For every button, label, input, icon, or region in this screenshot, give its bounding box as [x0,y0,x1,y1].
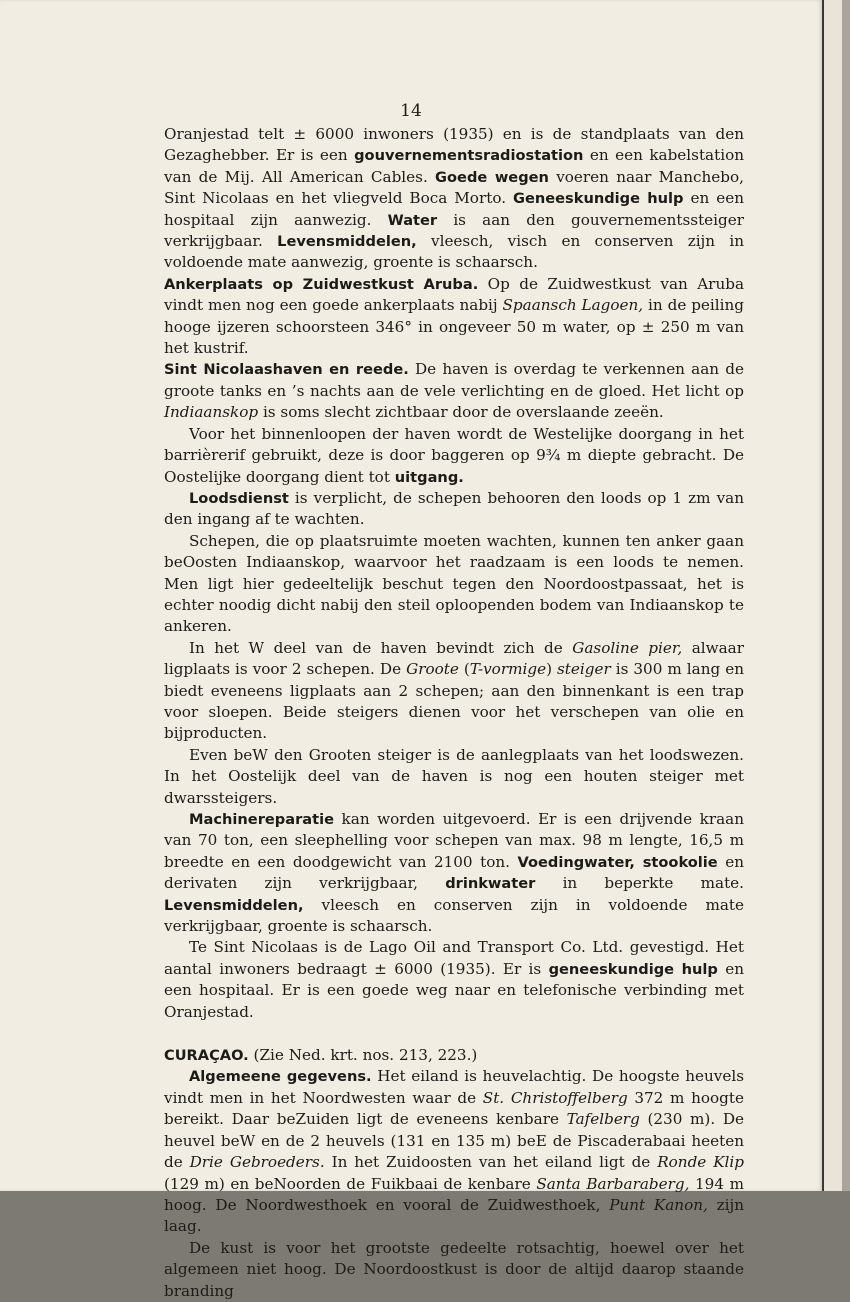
page-number: 14 [400,101,422,121]
paragraph [164,937,744,1023]
italic-term: Drie Gebroeders. [189,1153,325,1172]
text-run: De kust is voor het grootste gedeelte rotsachtig, hoewel over het algemeen niet hoog. De Noordoostkust is door de altijd daarop staande branding [164,1238,744,1300]
italic-term: T-vormige [469,660,547,679]
paragraph [164,531,744,638]
text-run: alwaar ligplaats is voor 2 schepen. De [164,638,744,679]
italic-term: Santa Barbaraberg, [536,1174,690,1193]
text-run: voeren naar Manchebo, Sint Nicolaas en het vliegveld Boca Morto. [164,167,744,208]
text-run: ) [546,660,557,679]
paragraph [164,1045,744,1066]
text-run: en een kabelstation van de Mij. All American Cables. [164,146,744,186]
paragraph [164,745,744,809]
text-run: in beperkte mate. [535,874,744,893]
paragraph [164,1066,744,1237]
text-run: vleesch, visch en conserven zijn in voldoende mate aanwezig, groente is schaarsch. [164,232,744,272]
bold-term: Levensmiddelen, [164,896,304,914]
paragraph [164,124,744,274]
bold-term: Levensmiddelen, [277,233,417,251]
italic-term: Spaansch Lagoen, [502,296,644,315]
paragraph [164,274,744,360]
bold-term: Ankerplaats op Zuidwestkust Aruba. [164,275,479,293]
italic-term: Ronde Klip [657,1153,744,1172]
text-run: Oranjestad telt ± 6000 inwoners (1935) en is de standplaats van den Gezaghebber. Er is een [164,125,744,165]
text-run: Voor het binnenloopen der haven wordt de Westelijke doorgang in het barrièrerif gebruikt, deze is door baggeren op 9¾ m diepte gebracht. De Oostelijke doorgang dient tot [164,424,744,486]
text-run: De haven is overdag te verkennen aan de groote tanks en ’s nachts aan de vele verlichting en de gloed. Het licht op [164,360,744,400]
bold-term: Water [387,211,438,229]
italic-term: St. Christoffelberg [482,1088,628,1107]
text-run: (129 m) en beNoorden de Fuikbaai de kenbare [164,1174,537,1193]
italic-term: Indiaanskop [164,403,259,422]
paragraph [164,809,744,937]
paragraph [164,488,744,531]
text-run: is soms slecht zichtbaar door de overslaande zeeën. [258,403,664,422]
bold-term: Machinereparatie [189,811,335,828]
text-run: Schepen, die op plaatsruimte moeten wachten, kunnen ten anker gaan beOosten Indiaanskop, waarvoor het raadzaam is een loods te nemen. Men ligt hier gedeeltelijk beschut tegen den Noordoostpassaat, het is echter noodig dicht nabij den steil oploopenden bodem van Indiaanskop te ankeren. [164,531,744,636]
text-run: Te Sint Nicolaas is de Lago Oil and Transport Co. Ltd. gevestigd. Het aantal inwoners bedraagt ± 6000 (1935). Er is [164,938,744,978]
bold-term: Sint Nicolaashaven en reede. [164,361,409,379]
text-run: is aan den gouvernementssteiger verkrijgbaar. [164,210,744,251]
text-run: In het W deel van de haven bevindt zich de [189,638,573,657]
text-run: ( [458,660,470,679]
paragraph [164,424,744,488]
text-run: In het Zuidoosten van het eiland ligt de [324,1153,658,1172]
bold-term: CURAÇAO. [164,1047,249,1065]
text-run: 194 m hoog. De Noordwesthoek en vooral de Zuidwesthoek, [164,1174,745,1214]
text-run: en een hospitaal zijn aanwezig. [164,189,744,229]
body-text [164,124,744,1302]
paragraph [164,359,744,423]
text-run: Op de Zuidwestkust van Aruba vindt men nog een goede ankerplaats nabij [164,274,745,315]
italic-term: Groote [406,660,459,679]
text-run: zijn laag. [164,1195,744,1236]
paragraph [164,638,744,745]
text-run: (Zie Ned. krt. nos. 213, 223.) [248,1046,478,1065]
text-run: is 300 m lang en biedt eveneens ligplaats aan 2 schepen; aan den binnenkant is een trap voor sloepen. Beide steigers dienen voor het verschepen van olie en bijproducten. [164,660,744,743]
bold-term: Algemeene gegevens. [189,1068,372,1086]
italic-term: Tafelberg [566,1110,640,1129]
text-run: en een hospitaal. Er is een goede weg naar en telefonische verbinding met Oranjestad. [164,959,744,1021]
bold-term: uitgang. [394,468,464,486]
text-run: 372 m hoogte bereikt. Daar beZuiden ligt de eveneens kenbare [164,1088,744,1129]
italic-term: Gasoline pier, [572,638,683,657]
italic-term: Punt Kanon, [609,1195,708,1214]
bold-term: Geneeskundige hulp [513,190,684,208]
bold-term: gouvernementsradiostation [354,147,584,165]
bold-term: geneeskundige hulp [548,960,718,978]
text-run: vleesch en conserven zijn in voldoende mate verkrijgbaar, groente is schaarsch. [164,895,744,936]
text-run: Even beW den Grooten steiger is de aanlegplaats van het loodswezen. In het Oostelijk deel van de haven is nog een houten steiger met dwarssteigers. [164,745,744,807]
bold-term: Goede wegen [435,168,549,186]
text-run: en derivaten zijn verkrijgbaar, [164,852,744,893]
page-edge [822,0,850,1191]
text-run: Het eiland is heuvelachtig. De hoogste heuvels vindt men in het Noordwesten waar de [164,1067,745,1107]
bold-term: Loodsdienst [189,489,289,507]
text-run: (230 m). De heuvel beW en de 2 heuvels (131 en 135 m) beE de Piscaderabaai heeten de [164,1110,744,1172]
text-run: in de peiling hooge ijzeren schoorsteen 346° in ongeveer 50 m water, op ± 250 m van het kustrif. [164,296,744,358]
bold-term: Voedingwater, stookolie [517,853,718,871]
text-run: is verplicht, de schepen behooren den loods op 1 zm van den ingang af te wachten. [164,488,744,529]
bold-term: drinkwater [445,875,536,893]
text-run: kan worden uitgevoerd. Er is een drijvende kraan van 70 ton, een sleephelling voor schepen van max. 98 m lengte, 16,5 m breedte en een doodgewicht van 2100 ton. [164,810,744,871]
paragraph [164,1238,744,1302]
italic-term: steiger [557,660,611,679]
